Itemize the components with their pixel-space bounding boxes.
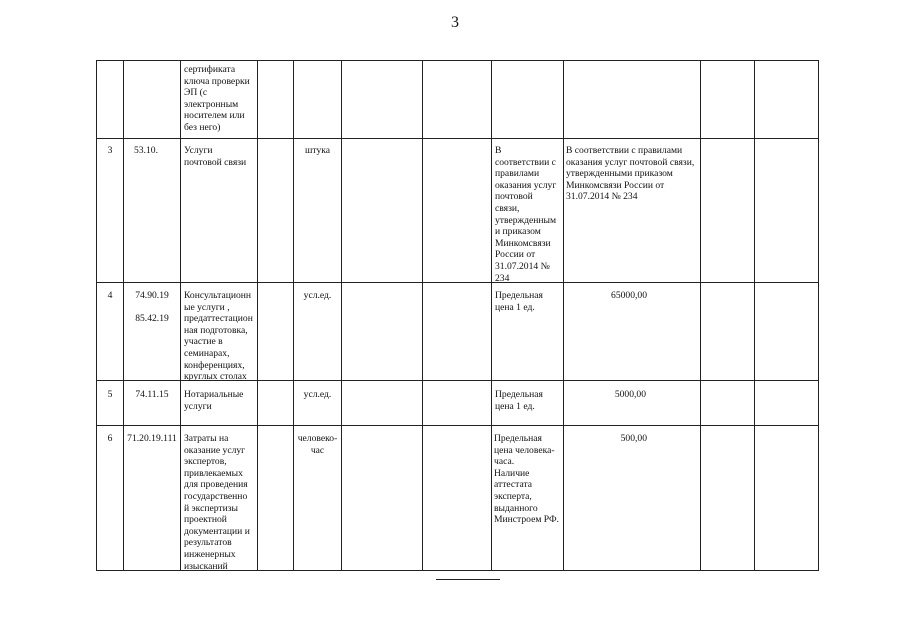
table-cell-code: 74.90.19 85.42.19 — [135, 290, 169, 325]
table-cell-name: сертификата ключа проверки ЭП (с электронным носителем или без него) — [184, 64, 250, 133]
column-divider — [700, 60, 701, 571]
table-cell-number: 6 — [107, 433, 113, 444]
row-divider — [96, 425, 818, 426]
table-border-left — [96, 60, 97, 571]
column-divider — [257, 60, 258, 571]
table-border-top — [96, 60, 818, 61]
table-cell-price: 5000,00 — [614, 389, 646, 400]
table-cell-unit: усл.ед. — [303, 290, 332, 301]
table-border-right — [818, 60, 819, 571]
table-cell-name: Затраты на оказание услуг экспертов, привлекаемых для проведения государственно й экспертизы проектной документации и результатов инженерных изысканий — [184, 433, 250, 572]
page-number: 3 — [451, 14, 459, 31]
table-cell-code: 53.10. — [134, 145, 158, 156]
column-divider — [293, 60, 294, 571]
column-divider — [491, 60, 492, 571]
table-cell-quality: Предельная цена 1 ед. — [495, 389, 543, 412]
table-cell-code: 74.11.15 — [135, 389, 169, 400]
table-cell-number: 5 — [107, 389, 113, 400]
table-cell-name: Услуги почтовой связи — [184, 145, 247, 168]
table-cell-code: 71.20.19.111 — [127, 433, 177, 444]
column-divider — [180, 60, 181, 571]
column-divider — [341, 60, 342, 571]
table-cell-quality: Предельная цена 1 ед. — [495, 290, 543, 313]
table-cell-price-text: В соответствии с правилами оказания услуг почтовой связи, утвержденными приказом Минкомсвязи России от 31.07.2014 № 234 — [566, 145, 695, 203]
row-divider — [96, 282, 818, 283]
footer-rule — [436, 579, 500, 580]
table-cell-name: Нотариальные услуги — [184, 389, 244, 412]
table-cell-number: 4 — [107, 290, 113, 301]
table-cell-unit: человеко- час — [297, 433, 338, 456]
table-cell-quality: Предельная цена человека- часа. Наличие аттестата эксперта, выданного Минстроем РФ. — [494, 433, 559, 526]
table-cell-unit: штука — [304, 145, 331, 156]
table-cell-price: 65000,00 — [611, 290, 647, 301]
column-divider — [563, 60, 564, 571]
column-divider — [754, 60, 755, 571]
column-divider — [422, 60, 423, 571]
table-cell-quality: В соответствии с правилами оказания услуг почтовой связи, утвержденным и приказом Минкомсвязи России от 31.07.2014 № 234 — [495, 145, 557, 284]
table-cell-number: 3 — [107, 145, 113, 156]
table-cell-name: Консультационн ые услуги , предаттестацион ная подготовка, участие в семинарах, конференциях, круглых столах — [184, 290, 253, 383]
table-cell-unit: усл.ед. — [303, 389, 332, 400]
table-cell-price: 500,00 — [620, 433, 647, 444]
row-divider — [96, 138, 818, 139]
